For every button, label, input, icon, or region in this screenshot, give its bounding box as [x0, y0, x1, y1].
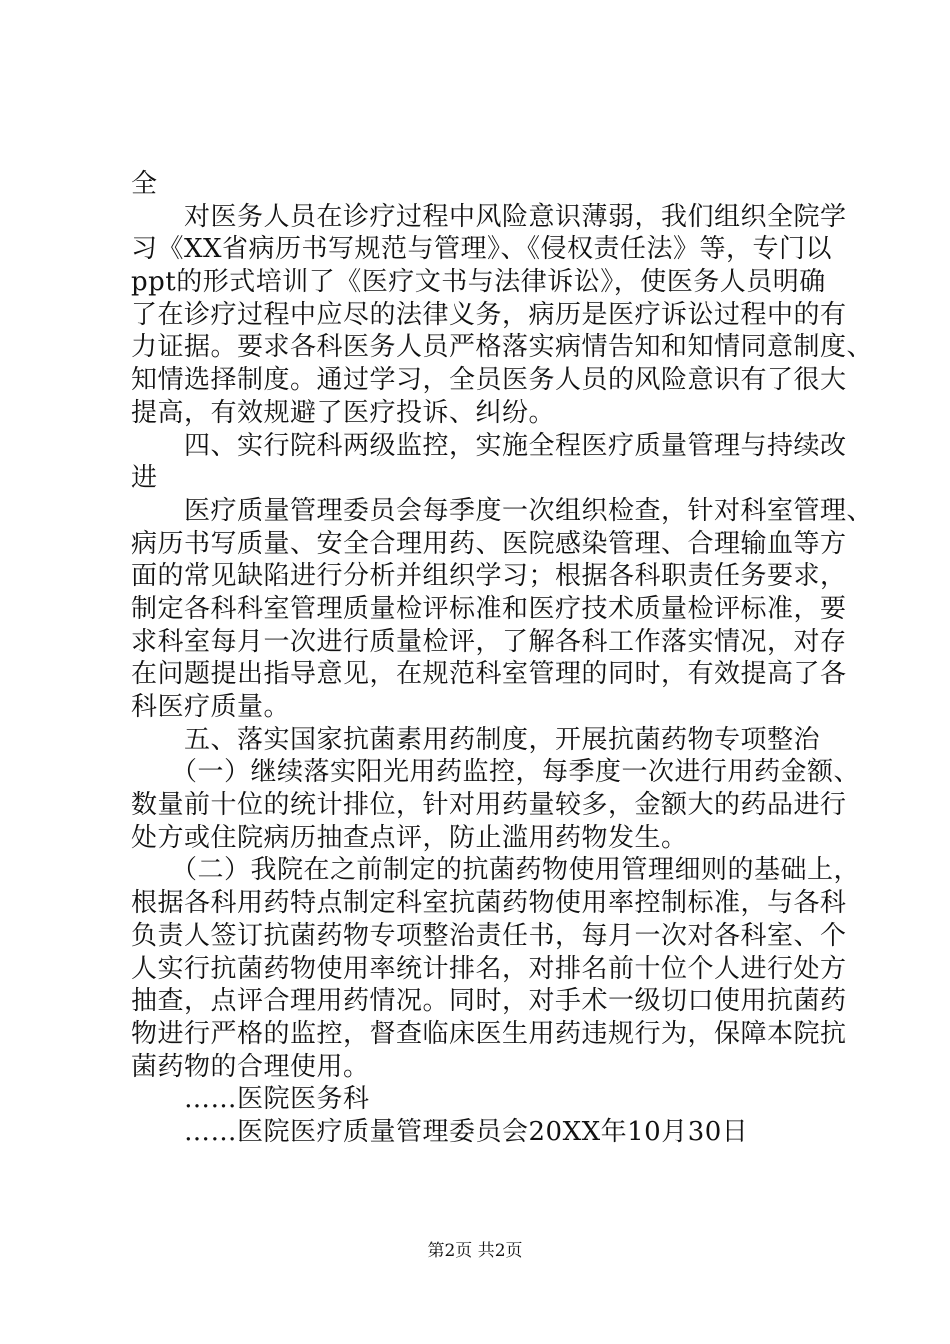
- text-line: 数量前十位的统计排位，针对用药量较多，金额大的药品进行: [131, 790, 847, 821]
- text-line: 菌药物的合理使用。: [131, 1051, 370, 1082]
- text-line: 科医疗质量。: [131, 692, 291, 722]
- text-line: 在问题提出指导意见，在规范科室管理的同时，有效提高了各: [131, 659, 847, 690]
- signature-committee-date: ……医院医疗质量管理委员会20XX年10月30日: [131, 1116, 749, 1147]
- document-body: [131, 168, 874, 1149]
- text-line: 面的常见缺陷进行分析并组织学习；根据各科职责任务要求，: [131, 561, 847, 592]
- text-line: （一）继续落实阳光用药监控，每季度一次进行用药金额、: [131, 757, 861, 788]
- text-line: 根据各科用药特点制定科室抗菌药物使用率控制标准，与各科: [131, 888, 847, 919]
- page-number: 第2页 共2页: [427, 1241, 523, 1261]
- text-line: 提高，有效规避了医疗投诉、纠纷。: [131, 397, 556, 428]
- text-line: 人实行抗菌药物使用率统计排名，对排名前十位个人进行处方: [131, 953, 847, 984]
- text-line: 医疗质量管理委员会每季度一次组织检查，针对科室管理、: [131, 495, 874, 526]
- text-line: 制定各科科室管理质量检评标准和医疗技术质量检评标准，要: [131, 593, 847, 624]
- text-line: （二）我院在之前制定的抗菌药物使用管理细则的基础上，: [131, 855, 861, 886]
- text-line: 负责人签订抗菌药物专项整治责任书，每月一次对各科室、个: [131, 920, 847, 951]
- text-line: 处方或住院病历抽查点评，防止滥用药物发生。: [131, 822, 688, 853]
- text-line: 了在诊疗过程中应尽的法律义务，病历是医疗诉讼过程中的有: [131, 299, 847, 330]
- text-line: 全: [131, 169, 158, 199]
- text-line: 知情选择制度。通过学习，全员医务人员的风险意识有了很大: [131, 365, 847, 396]
- text-line: 抽查，点评合理用药情况。同时，对手术一级切口使用抗菌药: [131, 986, 847, 1017]
- text-line: 力证据。要求各科医务人员严格落实病情告知和知情同意制度、: [131, 332, 874, 363]
- text-line: ppt的形式培训了《医疗文书与法律诉讼》，使医务人员明确: [131, 267, 826, 298]
- text-line: 对医务人员在诊疗过程中风险意识薄弱，我们组织全院学: [131, 201, 847, 232]
- text-line: 病历书写质量、安全合理用药、医院感染管理、合理输血等方: [131, 528, 847, 559]
- section-heading-5: 五、落实国家抗菌素用药制度，开展抗菌药物专项整治: [131, 724, 821, 755]
- text-line: 求科室每月一次进行质量检评，了解各科工作落实情况，对存: [131, 626, 847, 657]
- text-line: 物进行严格的监控，督查临床医生用药违规行为，保障本院抗: [131, 1018, 847, 1049]
- section-heading-4: 四、实行院科两级监控，实施全程医疗质量管理与持续改: [131, 430, 847, 461]
- section-heading-4-cont: 进: [131, 463, 158, 494]
- text-line: 习《XX省病历书写规范与管理》、《侵权责任法》等，专门以: [131, 234, 833, 265]
- signature-department: ……医院医务科: [131, 1084, 370, 1115]
